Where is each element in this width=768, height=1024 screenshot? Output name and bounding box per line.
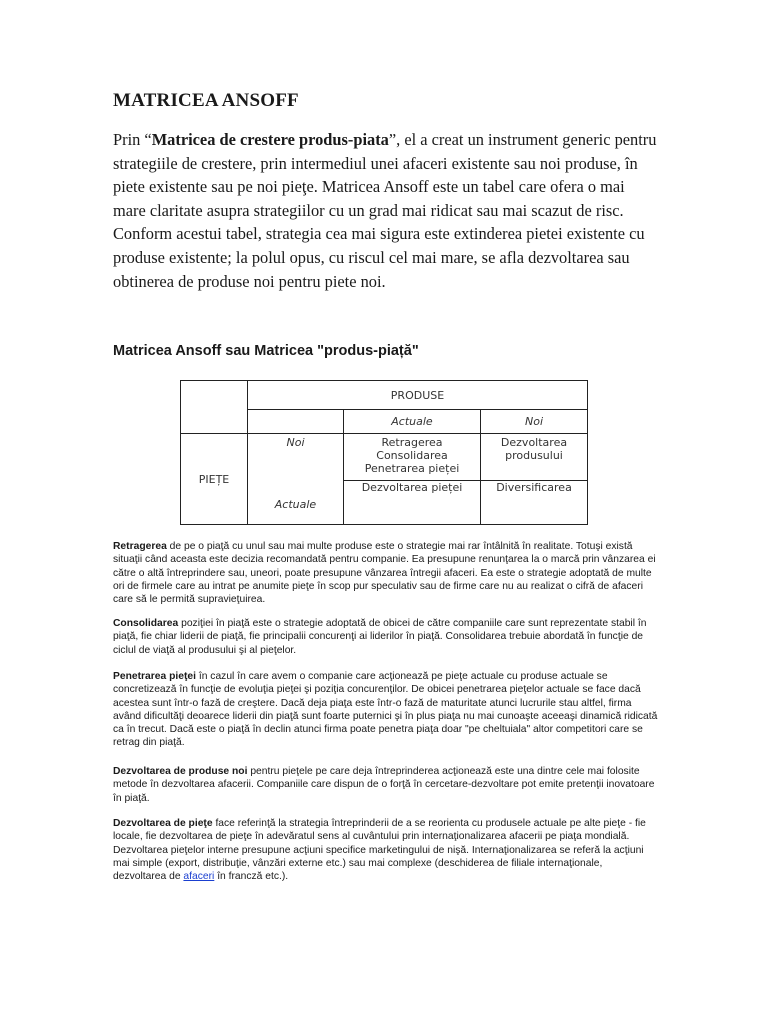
matrix-row-labels [248,434,344,525]
intro-rest: ”, el a creat un instrument generic pentru strategiile de crestere, prin intermediul unei afaceri existente sau noi produse, în piete existente sau pe noi pieţe. Matricea Ansoff este un tabel care ofera o mai mare claritate asupra strategiilor cu un grad mai ridicat sau mai scazut de risc. Conform acestui tabel, strategia cea mai sigura este extinderea pietei existente cu produse existente; la polul opus, cu riscul cel mai mare, se afla dezvoltarea sau obtinerea de produse noi pentru piete noi. [113,130,657,291]
page-title: MATRICEA ANSOFF [113,90,299,111]
intro-bold-term: Matricea de crestere produs-piata [151,130,389,149]
text-dezvoltarea-piete: face referinţă la strategia întreprinderii de a se reorienta cu produsele actuale pe alte pieţe - fie locale, fie dezvoltarea de pieţe în adevăratul sens al cuvântului prin internaţionalizarea afacerii pe piaţa mondială. Dezvoltarea pieţelor interne presupune acţiuni specifice marketingului de nişă. Internaţionalizarea se referă la acţiuni mai simple (export, distribuţie, vânzări externe etc.) sau mai complexe (deschiderea de filiale internaţionale, dezvoltarea de [113,818,646,883]
matrix-col-actuale: Actuale [344,410,481,434]
matrix-spacer-cell [248,410,344,434]
intro-paragraph [113,128,658,293]
term-dezvoltarea-piete: Dezvoltarea de pieţe [113,818,213,829]
matrix-row-actuale: Actuale [274,498,317,511]
paragraph-consolidarea [113,617,658,657]
term-retragerea: Retragerea [113,541,167,552]
text-dezvoltarea-piete-end: în francză etc.). [214,871,289,883]
matrix-penetrarea: Penetrarea pieței [364,462,460,475]
text-consolidarea: poziţiei în piaţă este o strategie adoptată de obicei de către companiile care sunt reprezentate stabil în piaţă, fie chiar liderii de piaţă, fie principalii concurenţi ai liderilor în piaţă. Consolidarea trebuie abordată în funcţie de ciclul de viaţă al produsului şi al pieţelor. [113,618,647,656]
matrix-heading: Matricea Ansoff sau Matricea "produs-piață" [113,343,419,359]
matrix-piete-label: PIEȚE [181,434,248,525]
text-retragerea: de pe o piaţă cu unul sau mai multe produse este o strategie mai rar întâlnită în realitate. Totuşi există situaţii când aceasta este decizia recomandată pentru companie. Ea presupune renunţarea la o marcă prin vânzarea ei către o altă întreprindere sau, uneori, poate presupune vânzarea întregii afaceri. Ea este o strategie adoptată de multe ori de firmele care au intrat pe anumite pieţe în scop pur speculativ sau de firme care nu au realizat o cifră de afaceri care să le permită supravieţuirea. [113,541,656,606]
text-penetrarea: în cazul în care avem o companie care acţionează pe pieţe actuale cu produse actuale se concretizează în funcţie de evoluţia pieţei şi poziţia concurenţilor. De obicei penetrarea pieţelor actuale se face dacă acestea sunt într-o fază de creştere. Dacă deja piaţa este într-o fază de maturitate atunci lucrurile stau altfel, firma având dificultăţi deoarece liderii din piaţă sunt foarte puternici şi în plus piaţa nu mai cunoaşte aceeaşi dinamică ridicată ca în trecut. Dacă este o piaţă în declin atunci firma poate penetra piaţa doar "pe cheltuiala" altor competitori care se retrag din piaţă. [113,671,658,749]
matrix-empty-corner [181,381,248,434]
matrix-cell-dezvoltarea-produsului [481,434,588,481]
matrix-consolidarea: Consolidarea [376,449,448,462]
paragraph-dezvoltarea-piete [113,817,658,883]
matrix-col-noi: Noi [481,410,588,434]
ansoff-matrix-table [180,380,588,525]
matrix-produsului: produsului [505,449,563,462]
matrix-cell-dezvoltarea-pietei: Dezvoltarea pieței [344,481,481,525]
term-consolidarea: Consolidarea [113,618,179,629]
matrix-retragerea: Retragerea [381,436,443,449]
paragraph-dezvoltarea-produse [113,765,658,805]
matrix-dezvoltarea: Dezvoltarea [500,436,568,449]
paragraph-penetrarea [113,670,658,750]
term-dezvoltarea-produse: Dezvoltarea de produse noi [113,766,248,777]
intro-prefix: Prin “ [113,130,152,149]
paragraph-retragerea [113,540,658,606]
term-penetrarea: Penetrarea pieţei [113,671,196,682]
matrix-cell-retragerea [344,434,481,481]
matrix-produse-header: PRODUSE [248,381,588,410]
text-dezvoltarea-produse: pentru pieţele pe care deja întreprinderea acţionează este una dintre cele mai folosite metode în dezvoltarea afacerii. Companiile care dispun de o forţă în cercetare-dezvoltare pot emite pretenţii inovatoare în piaţă. [113,766,655,804]
matrix-cell-diversificarea: Diversificarea [481,481,588,525]
afaceri-link[interactable]: afaceri [183,871,215,883]
matrix-row-noi: Noi [286,436,305,449]
